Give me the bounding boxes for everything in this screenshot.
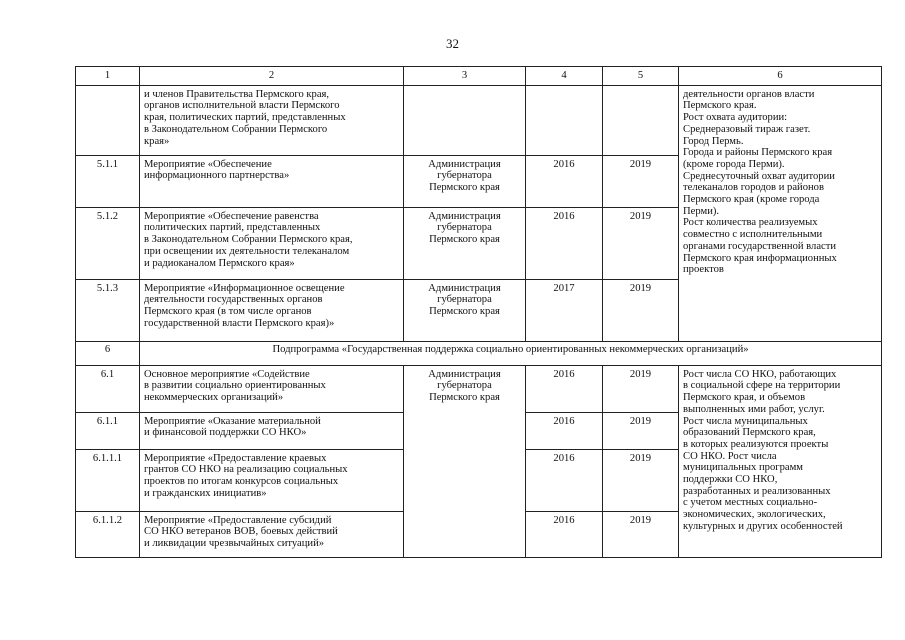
row-name: Мероприятие «Оказание материальной и финансовой поддержки СО НКО» [140,412,404,449]
header-cell: 1 [76,67,140,86]
subprogram-number: 6 [76,341,140,365]
row-end-year: 2019 [603,412,679,449]
row-end-year: 2019 [603,511,679,557]
row-end-year: 2019 [603,449,679,511]
row-start-year: 2017 [526,279,603,341]
row-name: Мероприятие «Предоставление краевых грантов СО НКО на реализацию социальных проектов по итогам конкурсов социальных и гражданских инициатив» [140,449,404,511]
row-end-year: 2019 [603,155,679,207]
subprogram-title: Подпрограмма «Государственная поддержка социально ориентированных некоммерческих организаций» [140,341,882,365]
row-start-year: 2016 [526,449,603,511]
row-executor: Администрация губернатора Пермского края [404,155,526,207]
table-row [76,365,882,412]
program-table [75,66,882,558]
header-cell: 4 [526,67,603,86]
indicators-cell: Рост числа СО НКО, работающих в социальной сфере на территории Пермского края, и объемов выполненных ими работ, услуг. Рост числа муниципальных образований Пермского края, в которых реализуются проекты СО НКО. Рост числа муниципальных программ поддержки СО НКО, разработанных и реализованных с учетом местных социально- экономических, экологических, культурных и других особенностей [679,365,882,557]
row-name: Мероприятие «Информационное освещение деятельности государственных органов Пермского края (в том числе органов государственной власти Пермского края)» [140,279,404,341]
row-number: 5.1.2 [76,207,140,279]
row-name: Основное мероприятие «Содействие в развитии социально ориентированных некоммерческих организаций» [140,365,404,412]
row-number: 5.1.1 [76,155,140,207]
row-number: 6.1.1 [76,412,140,449]
header-cell: 3 [404,67,526,86]
row-start-year: 2016 [526,412,603,449]
subprogram-row [76,341,882,365]
row-name: Мероприятие «Обеспечение информационного партнерства» [140,155,404,207]
row-end-year: 2019 [603,207,679,279]
row-end-year: 2019 [603,365,679,412]
header-cell: 5 [603,67,679,86]
row-number: 6.1.1.1 [76,449,140,511]
row-number: 6.1.1.2 [76,511,140,557]
row-start-year: 2016 [526,365,603,412]
table-row [76,85,882,155]
header-row [76,67,882,86]
row-name: Мероприятие «Предоставление субсидий СО НКО ветеранов ВОВ, боевых действий и ликвидации чрезвычайных ситуаций» [140,511,404,557]
row-end-year: 2019 [603,279,679,341]
row-name: и членов Правительства Пермского края, органов исполнительной власти Пермского края, политических партий, представленных в Законодательном Собрании Пермского края» [140,85,404,155]
row-number: 6.1 [76,365,140,412]
page-number: 32 [446,36,459,51]
row-executor: Администрация губернатора Пермского края [404,207,526,279]
row-executor: Администрация губернатора Пермского края [404,279,526,341]
header-cell: 6 [679,67,882,86]
row-end-year [603,85,679,155]
row-executor [404,85,526,155]
row-start-year: 2016 [526,207,603,279]
row-name: Мероприятие «Обеспечение равенства политических партий, представленных в Законодательном Собрании Пермского края, при освещении их деятельности телеканалом и радиоканалом Пермского края» [140,207,404,279]
row-start-year [526,85,603,155]
row-start-year: 2016 [526,511,603,557]
indicators-cell: деятельности органов власти Пермского края. Рост охвата аудитории: Среднеразовый тираж газет. Город Пермь. Города и районы Пермского края (кроме города Перми). Среднесуточный охват аудитории телеканалов городов и районов Пермского края (кроме города Перми). Рост количества реализуемых совместно с исполнительными органами государственной власти Пермского края информационных проектов [679,85,882,341]
row-start-year: 2016 [526,155,603,207]
row-number [76,85,140,155]
executor-cell: Администрация губернатора Пермского края [404,365,526,557]
row-number: 5.1.3 [76,279,140,341]
header-cell: 2 [140,67,404,86]
